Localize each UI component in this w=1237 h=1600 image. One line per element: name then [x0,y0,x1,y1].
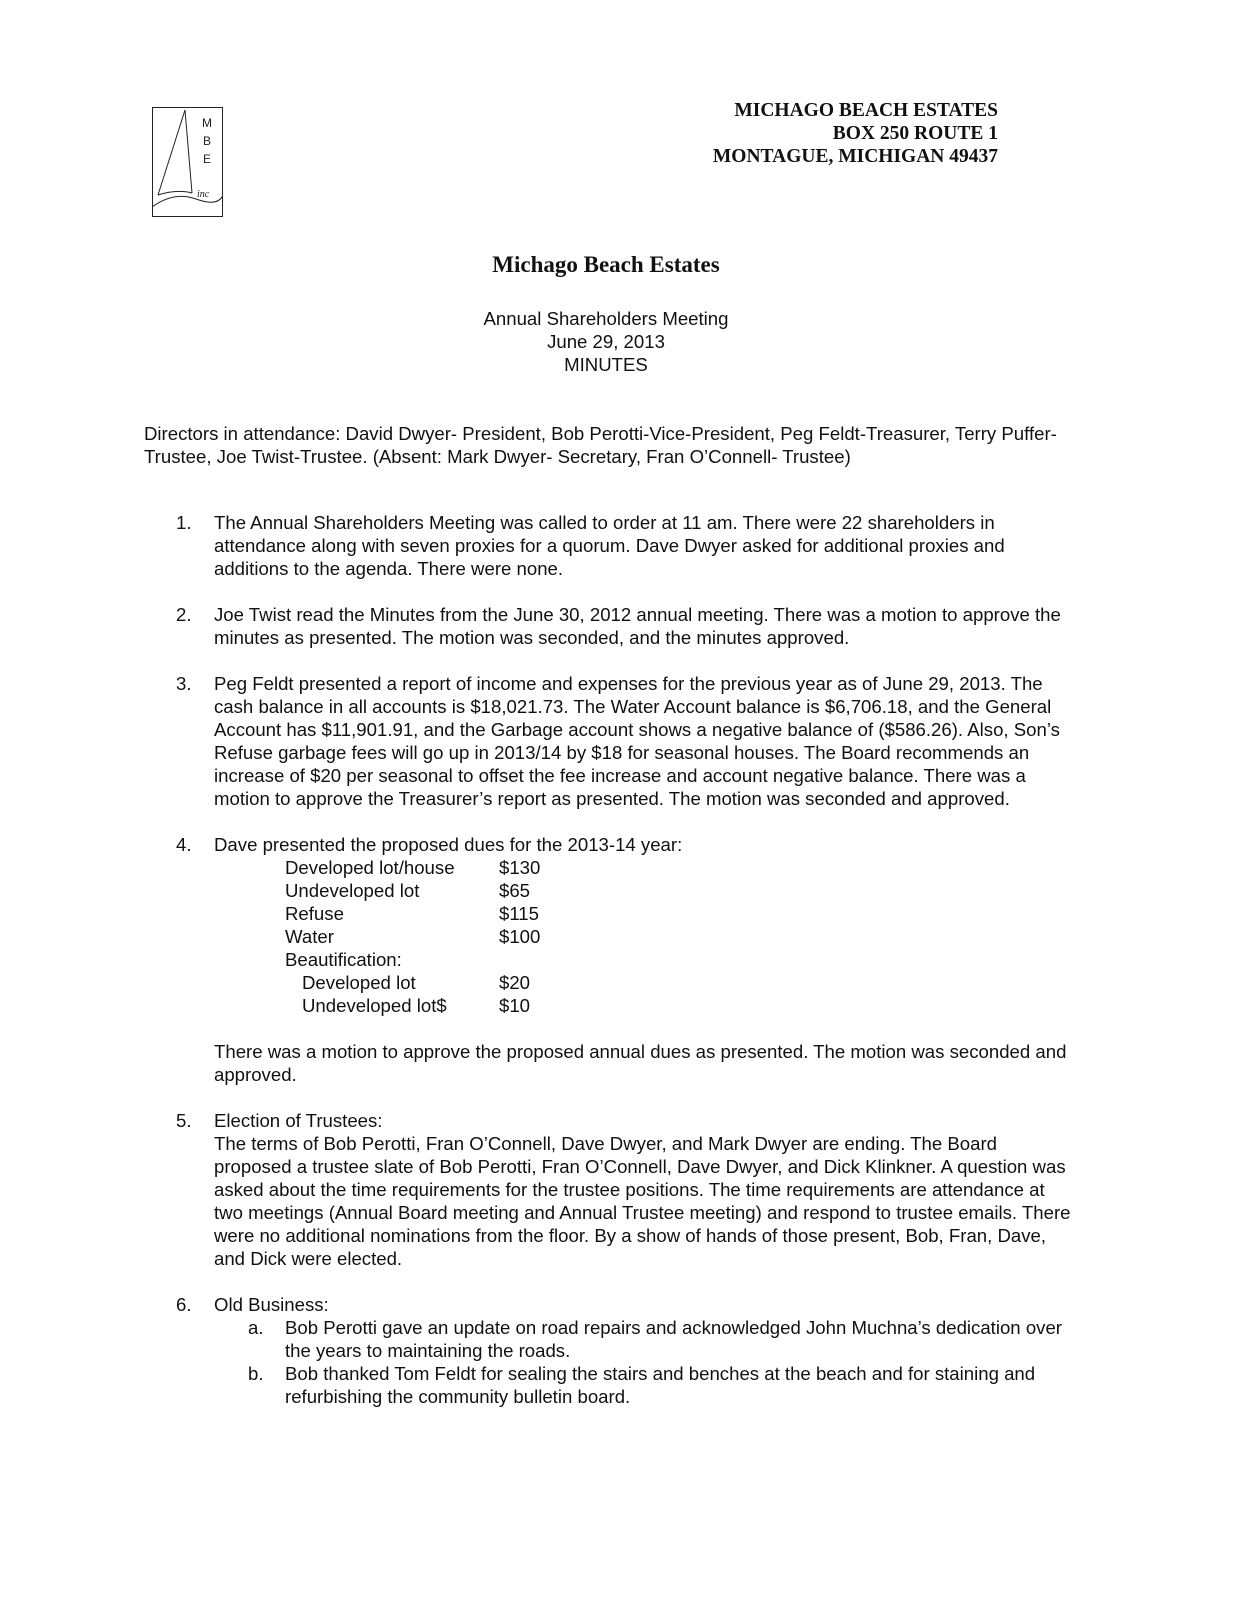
logo-inc-script: inc [197,189,210,200]
dues-row [214,925,1074,948]
dues-label: Beautification: [285,949,402,970]
list-item [0,1109,1074,1270]
dues-label: Water [285,926,334,947]
dues-row [214,994,1074,1017]
attendance-paragraph: Directors in attendance: David Dwyer- President, Bob Perotti-Vice-President, Peg Feldt-Treasurer, Terry Puffer-Trustee, Joe Twist-Trustee. (Absent: Mark Dwyer- Secretary, Fran O’Connell- Trustee) [144,423,1057,467]
list-item [0,511,1074,580]
letterhead-box: BOX 250 ROUTE 1 [832,123,998,144]
item-number: 3. [176,673,192,694]
dues-value: $20 [499,972,531,993]
minutes-label: MINUTES [564,354,648,375]
list-item [0,672,1074,810]
letterhead-address [713,99,998,168]
item-text: Joe Twist read the Minutes from the June 30, 2012 annual meeting. There was a motion to approve the minutes as presented. The motion was seconded, and the minutes approved. [214,604,1061,648]
meeting-name: Annual Shareholders Meeting [483,308,729,329]
dues-label: Developed lot [302,972,416,993]
dues-row [214,902,1074,925]
item-number: 1. [176,512,192,533]
sub-item-letter: b. [248,1363,264,1384]
dues-value: $130 [499,857,541,878]
item-text: The Annual Shareholders Meeting was called to order at 11 am. There were 22 shareholders in attendance along with seven proxies for a quorum. Dave Dwyer asked for additional proxies and additions to the agenda. There were none. [214,512,1005,579]
dues-row [214,948,1074,971]
list-item [0,603,1074,649]
item-heading: Old Business: [214,1294,329,1315]
dues-row [214,856,1074,879]
sub-list-item [214,1362,1075,1408]
meeting-date: June 29, 2013 [547,331,665,352]
item-text: Peg Feldt presented a report of income and expenses for the previous year as of June 29, 2013. The cash balance in all accounts is $18,021.73. The Water Account balance is $6,706.18, and the General Account has $11,901.91, and the Garbage account shows a negative balance of ($586.26). Also, Son’s Refuse garbage fees will go up in 2013/14 by $18 for seasonal houses. The Board recommends an increase of $20 per seasonal to offset the fee increase and account negative balance. There was a motion to approve the Treasurer’s report as presented. The motion was seconded and approved. [214,673,1060,809]
letterhead-name: MICHAGO BEACH ESTATES [734,100,998,121]
dues-label: Undeveloped lot$ [302,995,447,1016]
dues-label: Developed lot/house [285,857,455,878]
dues-label: Undeveloped lot [285,880,420,901]
item-text: There was a motion to approve the proposed annual dues as presented. The motion was seconded and approved. [214,1041,1067,1085]
mbe-logo [152,107,223,217]
dues-label: Refuse [285,903,344,924]
document-title: Michago Beach Estates [492,252,720,277]
dues-value: $65 [499,880,531,901]
item-heading: Election of Trustees: [214,1110,383,1131]
item-number: 4. [176,834,192,855]
sub-item-letter: a. [248,1317,264,1338]
sailboat-logo-icon [152,107,223,217]
item-number: 5. [176,1110,192,1131]
list-item [0,1293,1074,1408]
item-text: The terms of Bob Perotti, Fran O’Connell, Dave Dwyer, and Mark Dwyer are ending. The Board proposed a trustee slate of Bob Perotti, Fran O’Connell, Dave Dwyer, and Dick Klinkner. A question was asked about the time requirements for the trustee positions. The time requirements are attendance at two meetings (Annual Board meeting and Annual Trustee meeting) and respond to trustee emails. There were no additional nominations from the floor. By a show of hands of those present, Bob, Fran, Dave, and Dick were elected. [214,1133,1071,1269]
letterhead-city: MONTAGUE, MICHIGAN 49437 [712,146,998,167]
sub-item-text: Bob thanked Tom Feldt for sealing the stairs and benches at the beach and for staining and refurbishing the community bulletin board. [285,1363,1036,1407]
dues-value: $100 [499,926,541,947]
logo-letter-b: B [203,134,212,148]
dues-intro: Dave presented the proposed dues for the 2013-14 year: [214,834,683,855]
sub-list-item [214,1316,1075,1362]
logo-letter-m: M [202,116,212,130]
dues-row [214,971,1074,994]
dues-value: $115 [499,903,539,924]
logo-letter-e: E [203,152,212,166]
sub-item-text: Bob Perotti gave an update on road repairs and acknowledged John Muchna’s dedication over the years to maintaining the roads. [285,1317,1062,1361]
item-number: 6. [176,1294,192,1315]
item-number: 2. [176,604,192,625]
meeting-header [0,307,1212,376]
dues-table [214,856,1074,1017]
dues-value: $10 [499,995,531,1016]
minutes-list [0,511,1237,1431]
list-item [0,833,1074,1086]
dues-row [214,879,1074,902]
